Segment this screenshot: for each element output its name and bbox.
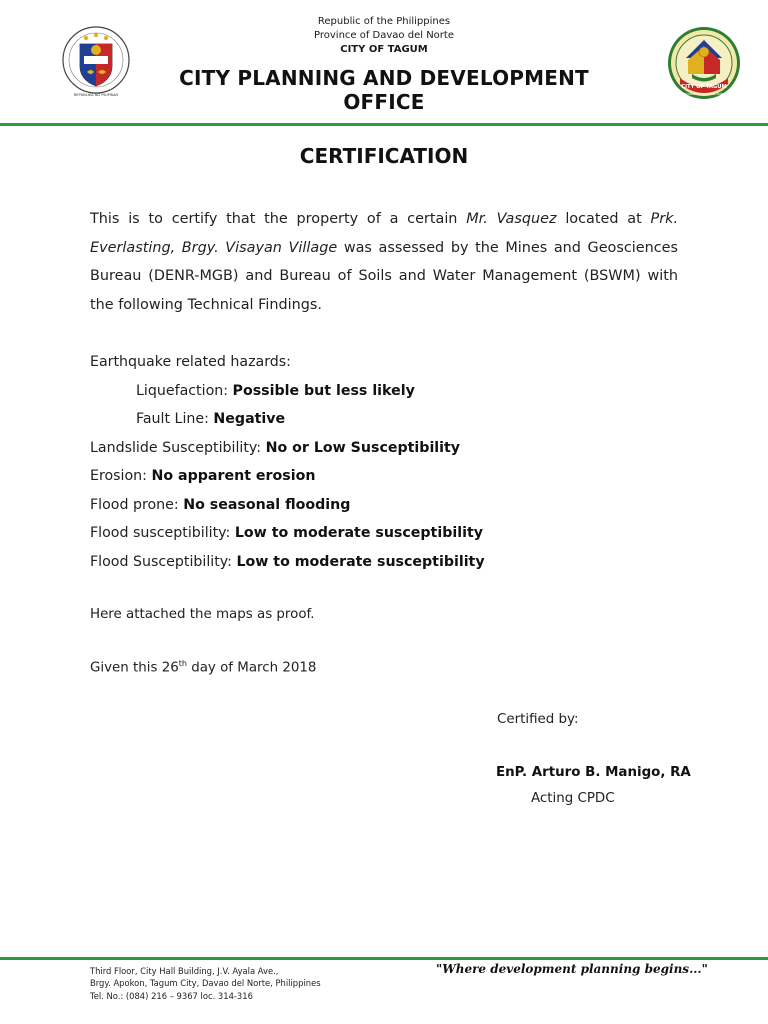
finding-label: Fault Line: [136, 411, 209, 427]
tagum-city-seal-icon [666, 22, 742, 104]
intro-text-3: was assessed by the Mines and Geosciences Bureau (DENR-MGB) and Bureau of Soils and Water Management (BSWM) with the following Technical Findings. [90, 239, 678, 313]
finding-value: Negative [213, 411, 286, 427]
finding-label: Flood susceptibility: [90, 525, 231, 541]
given-rest: day of March 2018 [186, 660, 317, 676]
seal-right-subcaption: PROVINCE OF DAVAO DEL NORTE [682, 93, 726, 96]
finding-erosion [90, 466, 315, 486]
header-city: CITY OF TAGUM [340, 44, 428, 55]
finding-label: Erosion: [90, 468, 147, 484]
finding-value: Possible but less likely [232, 383, 415, 399]
attached-note: Here attached the maps as proof. [90, 607, 315, 622]
findings-heading: Earthquake related hazards: [90, 354, 291, 370]
footer-phone: Tel. No.: (084) 216 – 9367 loc. 314-316 [90, 990, 253, 1001]
property-location: Prk. Everlasting, Brgy. Visayan Village [90, 211, 679, 256]
intro-text-2: located at [565, 211, 642, 227]
intro-text-1: This is to certify that the property of a certain [90, 211, 458, 227]
intro-paragraph [90, 205, 678, 319]
document-title: CERTIFICATION [299, 144, 469, 168]
given-suffix: th [178, 659, 187, 668]
philippine-seal-icon [60, 22, 132, 102]
finding-value: No or Low Susceptibility [265, 440, 461, 456]
header-republic: Republic of the Philippines [317, 16, 451, 27]
seal-right-caption: CITY OF TAGUM [681, 84, 727, 90]
signatory-name: EnP. Arturo B. Manigo, RA [496, 765, 691, 780]
finding-flood-prone [90, 495, 350, 515]
finding-fault-line [136, 409, 285, 429]
given-date [90, 659, 316, 675]
footer-address-line: Third Floor, City Hall Building, J.V. Ayala Ave., [90, 966, 279, 976]
finding-flood-susceptibility-2 [90, 552, 485, 572]
header-divider [0, 123, 768, 126]
finding-liquefaction [136, 381, 415, 401]
footer-divider [0, 957, 768, 960]
given-prefix: Given this 26 [90, 660, 179, 676]
signatory-position: Acting CPDC [531, 791, 615, 806]
finding-flood-susceptibility [90, 523, 483, 543]
seal-left-caption: REPUBLIKA NG PILIPINAS [73, 93, 119, 97]
owner-name: Mr. Vasquez [466, 211, 557, 227]
footer-address [90, 965, 321, 1002]
finding-label: Liquefaction: [136, 383, 229, 399]
finding-value: Low to moderate susceptibility [234, 525, 483, 541]
finding-label: Flood prone: [90, 497, 179, 513]
footer-address-line: Brgy. Apokon, Tagum City, Davao del Norte, Philippines [90, 978, 321, 989]
office-title: CITY PLANNING AND DEVELOPMENT OFFICE [179, 66, 589, 114]
footer-tagline: "Where development planning begins..." [436, 962, 708, 976]
finding-label: Flood Susceptibility: [90, 554, 232, 570]
finding-landslide [90, 438, 460, 458]
certified-by-label: Certified by: [497, 712, 579, 727]
finding-value: No apparent erosion [151, 468, 316, 484]
header-province: Province of Davao del Norte [314, 30, 454, 41]
finding-value: No seasonal flooding [183, 497, 351, 513]
finding-label: Landslide Susceptibility: [90, 440, 262, 456]
finding-value: Low to moderate susceptibility [236, 554, 485, 570]
